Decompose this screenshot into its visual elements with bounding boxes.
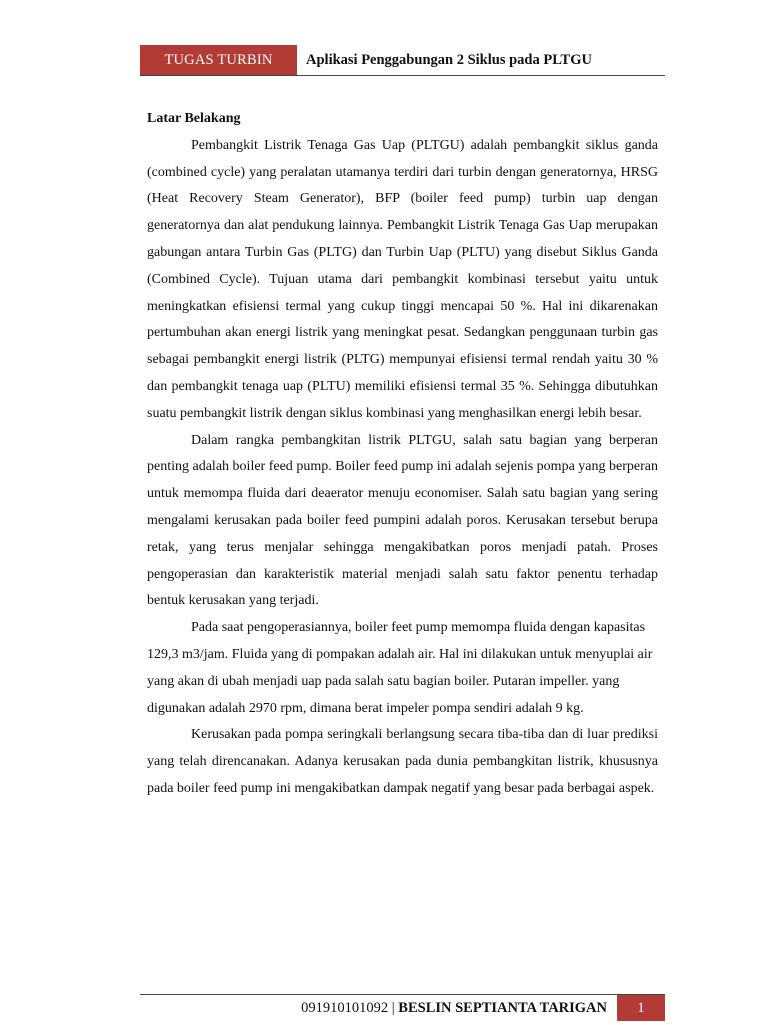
paragraph-1: Pembangkit Listrik Tenaga Gas Uap (PLTGU) adalah pembangkit siklus ganda (combined cycle) yang peralatan utamanya terdiri dari turbin dengan generatornya, HRSG (Heat Recovery Steam Generator), BFP (boiler feed pump) turbin uap dengan generatornya dan alat pendukung lainnya. Pembangkit Listrik Tenaga Gas Uap merupakan gabungan antara Turbin Gas (PLTG) dan Turbin Uap (PLTU) yang disebut Siklus Ganda (Combined Cycle). Tujuan utama dari pembangkit kombinasi tersebut yaitu untuk meningkatkan efisiensi termal yang cukup tinggi mencapai 50 %. Hal ini dikarenakan pertumbuhan akan energi listrik yang meningkat pesat. Sedangkan penggunaan turbin gas sebagai pembangkit energi listrik (PLTG) mempunyai efisiensi termal rendah yaitu 30 % dan pembangkit tenaga uap (PLTU) memiliki efisiensi termal 35 %. Sehingga dibutuhkan suatu pembangkit listrik dengan siklus kombinasi yang menghasilkan energi lebih besar. xyxy=(147,137,658,421)
header-document-title: Aplikasi Penggabungan 2 Siklus pada PLTGU xyxy=(306,52,592,68)
page-number: 1 xyxy=(617,995,665,1021)
section-heading: Latar Belakang xyxy=(147,111,241,126)
paragraph-2: Dalam rangka pembangkitan listrik PLTGU, salah satu bagian yang berperan penting adalah boiler feed pump. Boiler feed pump ini adalah sejenis pompa yang berperan untuk memompa fluida dari deaerator menuju economiser. Salah satu bagian yang sering mengalami kerusakan pada boiler feed pumpini adalah poros. Kerusakan tersebut berupa retak, yang terus menjalar sehingga mengakibatkan poros menjadi patah. Proses pengoperasian dan karakteristik material menjadi salah satu faktor penentu terhadap bentuk kerusakan yang terjadi. xyxy=(147,432,658,609)
paragraph-3: Pada saat pengoperasiannya, boiler feet pump memompa fluida dengan kapasitas 129,3 m3/jam. Fluida yang di pompakan adalah air. Hal ini dilakukan untuk menyuplai air yang akan di ubah menjadi uap pada salah satu bagian boiler. Putaran impeller. yang digunakan adalah 2970 rpm, dimana berat impeler pompa sendiri adalah 9 kg. xyxy=(147,620,653,716)
footer-student-id: 091910101092 xyxy=(301,1000,389,1016)
document-body xyxy=(147,106,658,803)
page-header xyxy=(140,45,665,76)
footer-separator: | xyxy=(391,1000,395,1016)
header-course-tag: TUGAS TURBIN xyxy=(140,45,297,75)
footer-author-line xyxy=(301,995,607,1021)
page-footer xyxy=(140,994,665,1025)
footer-author-name: BESLIN SEPTIANTA TARIGAN xyxy=(398,1000,607,1016)
paragraph-4: Kerusakan pada pompa seringkali berlangsung secara tiba-tiba dan di luar prediksi yang telah direncanakan. Adanya kerusakan pada dunia pembangkitan listrik, khususnya pada boiler feed pump ini mengakibatkan dampak negatif yang besar pada berbagai aspek. xyxy=(147,727,658,796)
